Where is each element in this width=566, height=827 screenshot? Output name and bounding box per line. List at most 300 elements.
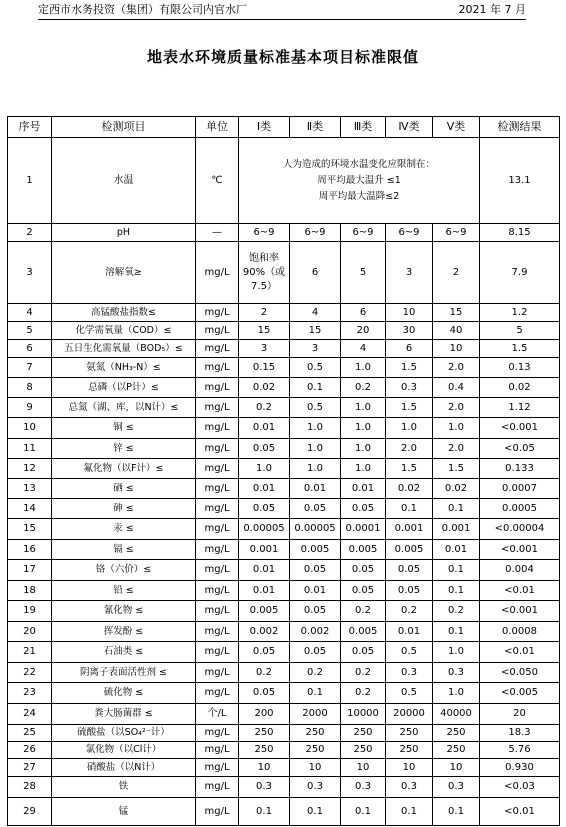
class1-limit: 250 bbox=[239, 725, 290, 742]
table-row bbox=[8, 322, 560, 340]
unit: mg/L bbox=[196, 358, 239, 378]
note-line: 周平均最大温降≤2 bbox=[318, 190, 400, 202]
class5-limit: 0.1 bbox=[433, 798, 480, 826]
class4-limit: 1.0 bbox=[386, 418, 433, 439]
class3-limit: 0.1 bbox=[341, 798, 386, 826]
col-header-unit: 单位 bbox=[196, 117, 239, 138]
table-row bbox=[8, 398, 560, 418]
table-row bbox=[8, 581, 560, 601]
class2-limit: 0.5 bbox=[290, 358, 341, 378]
class2-limit: 0.002 bbox=[290, 622, 341, 642]
class3-limit: 5 bbox=[341, 242, 386, 304]
table-row bbox=[8, 642, 560, 663]
unit: mg/L bbox=[196, 418, 239, 439]
water-temperature-note bbox=[239, 138, 480, 224]
class3-limit: 6 bbox=[341, 304, 386, 322]
class1-limit: 2 bbox=[239, 304, 290, 322]
test-result: 0.0007 bbox=[480, 479, 560, 499]
test-result: 18.3 bbox=[480, 725, 560, 742]
table-row bbox=[8, 798, 560, 826]
class1-limit: 0.01 bbox=[239, 418, 290, 439]
row-number: 18 bbox=[8, 581, 52, 601]
class1-limit: 3 bbox=[239, 340, 290, 358]
unit: mg/L bbox=[196, 439, 239, 459]
class5-limit: 1.0 bbox=[433, 642, 480, 663]
class5-limit: 0.02 bbox=[433, 479, 480, 499]
test-item: 铬（六价）≤ bbox=[52, 560, 196, 581]
class5-limit: 40 bbox=[433, 322, 480, 340]
class4-limit: 10 bbox=[386, 304, 433, 322]
unit: mg/L bbox=[196, 519, 239, 540]
organization-name: 定西市水务投资（集团）有限公司内官水厂 bbox=[38, 3, 247, 16]
unit: mg/L bbox=[196, 601, 239, 622]
class1-limit: 200 bbox=[239, 704, 290, 725]
class5-limit: 2.0 bbox=[433, 439, 480, 459]
unit: mg/L bbox=[196, 742, 239, 759]
class3-limit: 0.2 bbox=[341, 378, 386, 398]
class3-limit: 0.01 bbox=[341, 479, 386, 499]
table-row bbox=[8, 777, 560, 798]
test-result: <0.03 bbox=[480, 777, 560, 798]
row-number: 4 bbox=[8, 304, 52, 322]
class4-limit: 1.5 bbox=[386, 358, 433, 378]
test-item: 总磷（以P计）≤ bbox=[52, 378, 196, 398]
class1-limit: 0.01 bbox=[239, 479, 290, 499]
class4-limit: 6~9 bbox=[386, 224, 433, 242]
unit: mg/L bbox=[196, 642, 239, 663]
unit: mg/L bbox=[196, 581, 239, 601]
test-item: 石油类 ≤ bbox=[52, 642, 196, 663]
class3-limit: 1.0 bbox=[341, 418, 386, 439]
class1-limit: 15 bbox=[239, 322, 290, 340]
row-number: 13 bbox=[8, 479, 52, 499]
row-number: 26 bbox=[8, 742, 52, 759]
unit: mg/L bbox=[196, 798, 239, 826]
row-number: 16 bbox=[8, 540, 52, 560]
table-row bbox=[8, 601, 560, 622]
table-row bbox=[8, 304, 560, 322]
row-number: 12 bbox=[8, 459, 52, 479]
note-line: 人为造成的环境水温变化应限制在： bbox=[282, 158, 435, 170]
unit: — bbox=[196, 224, 239, 242]
test-result: 0.0005 bbox=[480, 499, 560, 519]
class2-limit: 0.05 bbox=[290, 499, 341, 519]
unit: mg/L bbox=[196, 398, 239, 418]
class3-limit: 1.0 bbox=[341, 439, 386, 459]
class3-limit: 0.3 bbox=[341, 777, 386, 798]
class4-limit: 0.5 bbox=[386, 683, 433, 704]
row-number: 21 bbox=[8, 642, 52, 663]
test-item: 氯化物（以Cl计） bbox=[52, 742, 196, 759]
class4-limit: 0.3 bbox=[386, 663, 433, 683]
class4-limit: 20000 bbox=[386, 704, 433, 725]
class2-limit: 0.05 bbox=[290, 560, 341, 581]
class5-limit: 1.0 bbox=[433, 683, 480, 704]
row-number: 14 bbox=[8, 499, 52, 519]
test-result: <0.001 bbox=[480, 418, 560, 439]
class2-limit: 0.05 bbox=[290, 642, 341, 663]
class1-limit: 250 bbox=[239, 742, 290, 759]
test-item: pH bbox=[52, 224, 196, 242]
class1-limit: 0.1 bbox=[239, 798, 290, 826]
unit: mg/L bbox=[196, 242, 239, 304]
col-header-class2: Ⅱ类 bbox=[290, 117, 341, 138]
class1-limit: 0.005 bbox=[239, 601, 290, 622]
class4-limit: 250 bbox=[386, 725, 433, 742]
class5-limit: 2 bbox=[433, 242, 480, 304]
test-result: 0.02 bbox=[480, 378, 560, 398]
table-row bbox=[8, 663, 560, 683]
class5-limit: 1.0 bbox=[433, 418, 480, 439]
class2-limit: 1.0 bbox=[290, 459, 341, 479]
class1-limit: 0.05 bbox=[239, 683, 290, 704]
class5-limit: 15 bbox=[433, 304, 480, 322]
class1-limit: 0.15 bbox=[239, 358, 290, 378]
table-body bbox=[8, 138, 560, 826]
table-row bbox=[8, 242, 560, 304]
test-result: 0.0008 bbox=[480, 622, 560, 642]
test-result: 0.13 bbox=[480, 358, 560, 378]
test-result: 5 bbox=[480, 322, 560, 340]
class1-limit: 0.05 bbox=[239, 642, 290, 663]
test-item: 阴离子表面活性剂 ≤ bbox=[52, 663, 196, 683]
row-number: 1 bbox=[8, 138, 52, 224]
test-result: <0.05 bbox=[480, 439, 560, 459]
class5-limit: 0.001 bbox=[433, 519, 480, 540]
class2-limit: 4 bbox=[290, 304, 341, 322]
unit: mg/L bbox=[196, 725, 239, 742]
unit: mg/L bbox=[196, 683, 239, 704]
test-item: 硫酸盐（以SO₄²⁻计） bbox=[52, 725, 196, 742]
col-header-class4: Ⅳ类 bbox=[386, 117, 433, 138]
unit: mg/L bbox=[196, 304, 239, 322]
class3-limit: 250 bbox=[341, 725, 386, 742]
test-result: <0.001 bbox=[480, 601, 560, 622]
unit: mg/L bbox=[196, 663, 239, 683]
class5-limit: 0.2 bbox=[433, 601, 480, 622]
test-result: <0.001 bbox=[480, 540, 560, 560]
row-number: 15 bbox=[8, 519, 52, 540]
class4-limit: 6 bbox=[386, 340, 433, 358]
class1-limit: 0.2 bbox=[239, 663, 290, 683]
row-number: 8 bbox=[8, 378, 52, 398]
class3-limit: 0.005 bbox=[341, 540, 386, 560]
class2-limit: 2000 bbox=[290, 704, 341, 725]
test-item: 锰 bbox=[52, 798, 196, 826]
test-item: 水温 bbox=[52, 138, 196, 224]
test-item: 硫化物 ≤ bbox=[52, 683, 196, 704]
class2-limit: 0.1 bbox=[290, 683, 341, 704]
table-row bbox=[8, 683, 560, 704]
test-result: <0.01 bbox=[480, 581, 560, 601]
test-result: 13.1 bbox=[480, 138, 560, 224]
class3-limit: 4 bbox=[341, 340, 386, 358]
class3-limit: 0.0001 bbox=[341, 519, 386, 540]
class3-limit: 6~9 bbox=[341, 224, 386, 242]
class5-limit: 1.5 bbox=[433, 459, 480, 479]
class1-limit: 0.00005 bbox=[239, 519, 290, 540]
test-result: 8.15 bbox=[480, 224, 560, 242]
test-item: 锌 ≤ bbox=[52, 439, 196, 459]
class5-limit: 10 bbox=[433, 340, 480, 358]
class4-limit: 0.001 bbox=[386, 519, 433, 540]
class3-limit: 10000 bbox=[341, 704, 386, 725]
test-result: 20 bbox=[480, 704, 560, 725]
table-row bbox=[8, 725, 560, 742]
test-result: <0.005 bbox=[480, 683, 560, 704]
row-number: 25 bbox=[8, 725, 52, 742]
class2-limit: 1.0 bbox=[290, 439, 341, 459]
test-item: 化学需氧量（COD）≤ bbox=[52, 322, 196, 340]
class2-limit: 0.3 bbox=[290, 777, 341, 798]
class2-limit: 0.1 bbox=[290, 798, 341, 826]
class1-limit: 0.01 bbox=[239, 560, 290, 581]
table-row bbox=[8, 560, 560, 581]
test-result: <0.050 bbox=[480, 663, 560, 683]
test-item: 砷 ≤ bbox=[52, 499, 196, 519]
test-result: 1.5 bbox=[480, 340, 560, 358]
unit: mg/L bbox=[196, 777, 239, 798]
class4-limit: 0.3 bbox=[386, 777, 433, 798]
class5-limit: 0.3 bbox=[433, 663, 480, 683]
table-row bbox=[8, 519, 560, 540]
class2-limit: 1.0 bbox=[290, 418, 341, 439]
class5-limit: 2.0 bbox=[433, 398, 480, 418]
class4-limit: 0.05 bbox=[386, 581, 433, 601]
class2-limit: 250 bbox=[290, 742, 341, 759]
unit: mg/L bbox=[196, 622, 239, 642]
unit: mg/L bbox=[196, 322, 239, 340]
class5-limit: 0.1 bbox=[433, 581, 480, 601]
table-row bbox=[8, 358, 560, 378]
class3-limit: 20 bbox=[341, 322, 386, 340]
col-header-item: 检测项目 bbox=[52, 117, 196, 138]
row-number: 10 bbox=[8, 418, 52, 439]
report-date: 2021 年 7 月 bbox=[458, 3, 526, 16]
class4-limit: 1.5 bbox=[386, 459, 433, 479]
col-header-class3: Ⅲ类 bbox=[341, 117, 386, 138]
class1-limit: 0.05 bbox=[239, 499, 290, 519]
document-header bbox=[38, 3, 526, 17]
row-number: 7 bbox=[8, 358, 52, 378]
row-number: 28 bbox=[8, 777, 52, 798]
class4-limit: 30 bbox=[386, 322, 433, 340]
test-item: 镉 ≤ bbox=[52, 540, 196, 560]
test-item: 挥发酚 ≤ bbox=[52, 622, 196, 642]
class3-limit: 10 bbox=[341, 759, 386, 777]
col-header-class1: Ⅰ类 bbox=[239, 117, 290, 138]
row-number: 23 bbox=[8, 683, 52, 704]
header-divider bbox=[38, 19, 526, 20]
test-item: 粪大肠菌群 ≤ bbox=[52, 704, 196, 725]
table-header-row bbox=[8, 117, 560, 138]
class2-limit: 0.01 bbox=[290, 479, 341, 499]
class5-limit: 10 bbox=[433, 759, 480, 777]
class1-limit: 0.2 bbox=[239, 398, 290, 418]
class4-limit: 0.3 bbox=[386, 378, 433, 398]
class4-limit: 0.1 bbox=[386, 798, 433, 826]
row-number: 24 bbox=[8, 704, 52, 725]
class5-limit: 0.01 bbox=[433, 540, 480, 560]
test-item: 硒 ≤ bbox=[52, 479, 196, 499]
class1-limit: 0.01 bbox=[239, 581, 290, 601]
row-number: 5 bbox=[8, 322, 52, 340]
class5-limit: 0.1 bbox=[433, 499, 480, 519]
table-row bbox=[8, 622, 560, 642]
class4-limit: 3 bbox=[386, 242, 433, 304]
class2-limit: 6~9 bbox=[290, 224, 341, 242]
class1-limit: 10 bbox=[239, 759, 290, 777]
class1-limit: 0.001 bbox=[239, 540, 290, 560]
class1-limit: 0.05 bbox=[239, 439, 290, 459]
table-row bbox=[8, 378, 560, 398]
test-item: 硝酸盐（以N计） bbox=[52, 759, 196, 777]
class2-limit: 250 bbox=[290, 725, 341, 742]
class2-limit: 0.1 bbox=[290, 378, 341, 398]
class1-limit: 0.02 bbox=[239, 378, 290, 398]
table-row bbox=[8, 742, 560, 759]
class2-limit: 10 bbox=[290, 759, 341, 777]
table-row bbox=[8, 439, 560, 459]
row-number: 2 bbox=[8, 224, 52, 242]
class1-limit: 1.0 bbox=[239, 459, 290, 479]
col-header-no: 序号 bbox=[8, 117, 52, 138]
class2-limit: 0.5 bbox=[290, 398, 341, 418]
class3-limit: 1.0 bbox=[341, 459, 386, 479]
test-item: 氟化物（以F计）≤ bbox=[52, 459, 196, 479]
class2-limit: 3 bbox=[290, 340, 341, 358]
test-result: 0.004 bbox=[480, 560, 560, 581]
test-result: 0.930 bbox=[480, 759, 560, 777]
table-row bbox=[8, 759, 560, 777]
class5-limit: 0.4 bbox=[433, 378, 480, 398]
table-row bbox=[8, 340, 560, 358]
document-title: 地表水环境质量标准基本项目标准限值 bbox=[146, 48, 419, 66]
class3-limit: 1.0 bbox=[341, 358, 386, 378]
unit: mg/L bbox=[196, 378, 239, 398]
note-line: 周平均最大温升 ≤1 bbox=[317, 174, 401, 186]
class5-limit: 250 bbox=[433, 742, 480, 759]
class4-limit: 1.5 bbox=[386, 398, 433, 418]
class2-limit: 6 bbox=[290, 242, 341, 304]
class1-limit: 0.3 bbox=[239, 777, 290, 798]
class3-limit: 0.2 bbox=[341, 683, 386, 704]
row-number: 17 bbox=[8, 560, 52, 581]
row-number: 29 bbox=[8, 798, 52, 826]
class2-limit: 0.00005 bbox=[290, 519, 341, 540]
class4-limit: 0.05 bbox=[386, 560, 433, 581]
class4-limit: 0.5 bbox=[386, 642, 433, 663]
class3-limit: 0.005 bbox=[341, 622, 386, 642]
water-quality-table bbox=[7, 116, 560, 826]
class4-limit: 0.005 bbox=[386, 540, 433, 560]
row-number: 3 bbox=[8, 242, 52, 304]
class3-limit: 0.05 bbox=[341, 560, 386, 581]
class3-limit: 0.05 bbox=[341, 642, 386, 663]
test-result: 1.12 bbox=[480, 398, 560, 418]
test-item: 氰化物 ≤ bbox=[52, 601, 196, 622]
table-row bbox=[8, 704, 560, 725]
test-result: 5.76 bbox=[480, 742, 560, 759]
table-row bbox=[8, 499, 560, 519]
unit: mg/L bbox=[196, 479, 239, 499]
table-row bbox=[8, 540, 560, 560]
test-result: <0.00004 bbox=[480, 519, 560, 540]
table-row bbox=[8, 224, 560, 242]
class3-limit: 250 bbox=[341, 742, 386, 759]
class2-limit: 15 bbox=[290, 322, 341, 340]
class4-limit: 10 bbox=[386, 759, 433, 777]
test-result: 1.2 bbox=[480, 304, 560, 322]
table-row bbox=[8, 479, 560, 499]
unit: mg/L bbox=[196, 499, 239, 519]
class2-limit: 0.01 bbox=[290, 581, 341, 601]
unit: mg/L bbox=[196, 459, 239, 479]
unit: mg/L bbox=[196, 540, 239, 560]
test-result: <0.01 bbox=[480, 798, 560, 826]
row-number: 22 bbox=[8, 663, 52, 683]
row-number: 27 bbox=[8, 759, 52, 777]
table-row bbox=[8, 459, 560, 479]
col-header-class5: Ⅴ类 bbox=[433, 117, 480, 138]
test-item: 高锰酸盐指数≤ bbox=[52, 304, 196, 322]
col-header-result: 检测结果 bbox=[480, 117, 560, 138]
unit: mg/L bbox=[196, 560, 239, 581]
class3-limit: 0.05 bbox=[341, 581, 386, 601]
class3-limit: 0.2 bbox=[341, 601, 386, 622]
test-item: 铁 bbox=[52, 777, 196, 798]
class3-limit: 0.2 bbox=[341, 663, 386, 683]
class5-limit: 0.1 bbox=[433, 560, 480, 581]
class4-limit: 250 bbox=[386, 742, 433, 759]
unit: 个/L bbox=[196, 704, 239, 725]
row-number: 9 bbox=[8, 398, 52, 418]
test-result: 0.133 bbox=[480, 459, 560, 479]
test-result: <0.01 bbox=[480, 642, 560, 663]
row-number: 6 bbox=[8, 340, 52, 358]
row-number: 20 bbox=[8, 622, 52, 642]
class5-limit: 250 bbox=[433, 725, 480, 742]
class1-limit: 0.002 bbox=[239, 622, 290, 642]
test-item: 总氮（湖、库，以N计）≤ bbox=[52, 398, 196, 418]
class1-limit: 饱和率90%（或7.5） bbox=[239, 242, 290, 304]
class5-limit: 2.0 bbox=[433, 358, 480, 378]
class2-limit: 0.005 bbox=[290, 540, 341, 560]
test-item: 铜 ≤ bbox=[52, 418, 196, 439]
class4-limit: 0.01 bbox=[386, 622, 433, 642]
class5-limit: 0.3 bbox=[433, 777, 480, 798]
test-item: 溶解氧≥ bbox=[52, 242, 196, 304]
class5-limit: 6~9 bbox=[433, 224, 480, 242]
unit: mg/L bbox=[196, 340, 239, 358]
table-row bbox=[8, 418, 560, 439]
class4-limit: 0.1 bbox=[386, 499, 433, 519]
class3-limit: 0.05 bbox=[341, 499, 386, 519]
class4-limit: 0.02 bbox=[386, 479, 433, 499]
class2-limit: 0.2 bbox=[290, 663, 341, 683]
class5-limit: 0.1 bbox=[433, 622, 480, 642]
class2-limit: 0.05 bbox=[290, 601, 341, 622]
row-number: 19 bbox=[8, 601, 52, 622]
class1-limit: 6~9 bbox=[239, 224, 290, 242]
class3-limit: 1.0 bbox=[341, 398, 386, 418]
test-result: 7.9 bbox=[480, 242, 560, 304]
unit: mg/L bbox=[196, 759, 239, 777]
class5-limit: 40000 bbox=[433, 704, 480, 725]
row-number: 11 bbox=[8, 439, 52, 459]
test-item: 氨氮（NH₃-N）≤ bbox=[52, 358, 196, 378]
class4-limit: 0.2 bbox=[386, 601, 433, 622]
